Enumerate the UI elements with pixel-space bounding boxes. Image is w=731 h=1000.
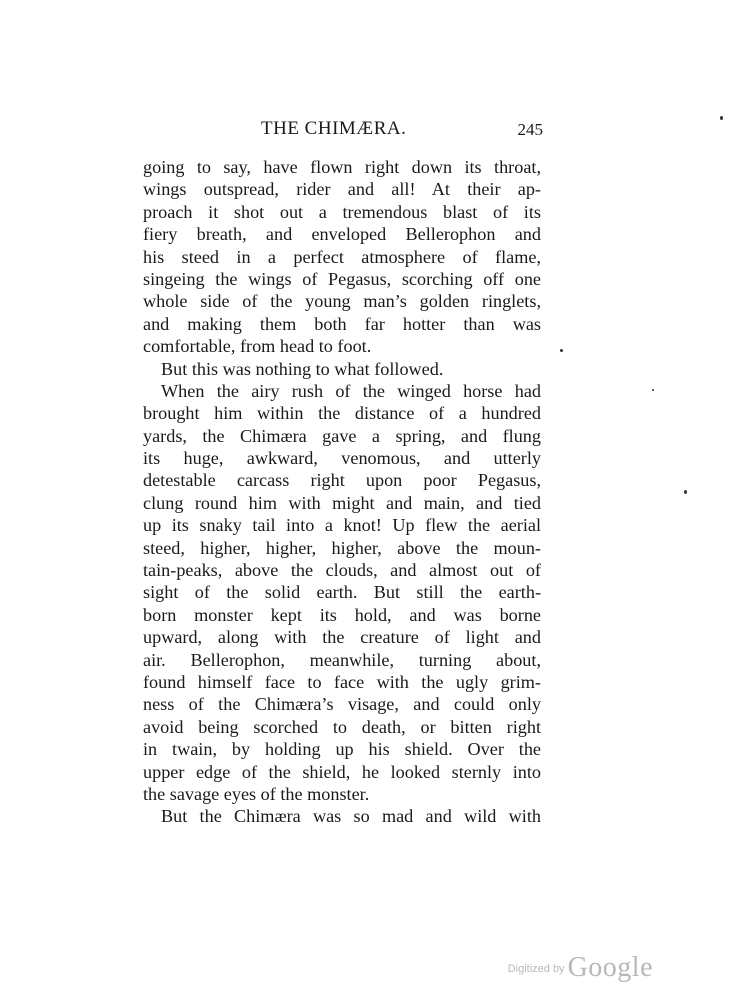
- text-line: the savage eyes of the monster.: [143, 783, 370, 804]
- text-line: proach it shot out a tremendous blast of its: [143, 201, 541, 222]
- text-line: sight of the solid earth. But still the earth-: [143, 582, 541, 603]
- page-number: 245: [517, 120, 543, 139]
- text-line: steed, higher, higher, higher, above the moun-: [143, 537, 541, 558]
- text-line: its huge, awkward, venomous, and utterly: [143, 448, 541, 469]
- text-line: up its snaky tail into a knot! Up flew the aerial: [143, 515, 541, 536]
- scan-speck: [560, 349, 563, 352]
- scan-speck: [652, 389, 654, 391]
- body-text: [143, 156, 541, 828]
- paragraph-start-line: But the Chimæra was so mad and wild with: [161, 806, 541, 827]
- text-line: found himself face to face with the ugly grim-: [143, 671, 541, 692]
- running-title: THE CHIMÆRA.: [261, 118, 407, 139]
- text-line: detestable carcass right upon poor Pegasus,: [143, 470, 541, 491]
- text-line: avoid being scorched to death, or bitten right: [143, 716, 541, 737]
- text-line: ness of the Chimæra’s visage, and could only: [143, 694, 541, 715]
- text-line: brought him within the distance of a hundred: [143, 403, 541, 424]
- text-line: fiery breath, and enveloped Bellerophon and: [143, 224, 541, 245]
- text-line: and making them both far hotter than was: [143, 313, 541, 334]
- text-line: in twain, by holding up his shield. Over the: [143, 739, 541, 760]
- watermark-prefix: Digitized by: [507, 963, 565, 975]
- text-line: wings outspread, rider and all! At their ap-: [143, 179, 541, 200]
- running-head: [143, 118, 543, 144]
- text-line: clung round him with might and main, and tied: [143, 492, 541, 513]
- text-line: yards, the Chimæra gave a spring, and flung: [143, 425, 541, 446]
- text-line: singeing the wings of Pegasus, scorching off one: [143, 268, 541, 289]
- text-line: whole side of the young man’s golden ringlets,: [143, 291, 541, 312]
- text-line: born monster kept its hold, and was borne: [143, 604, 541, 625]
- paragraph-start-line: But this was nothing to what followed.: [161, 358, 444, 379]
- scan-speck: [684, 490, 687, 494]
- text-line: air. Bellerophon, meanwhile, turning about,: [143, 649, 541, 670]
- scan-speck: [720, 116, 723, 120]
- text-line: comfortable, from head to foot.: [143, 336, 372, 357]
- text-line: upper edge of the shield, he looked sternly into: [143, 761, 541, 782]
- text-line: tain-peaks, above the clouds, and almost out of: [143, 560, 541, 581]
- digitized-by-google-watermark: [508, 952, 653, 988]
- paragraph-start-line: When the airy rush of the winged horse had: [161, 380, 541, 401]
- text-line: his steed in a perfect atmosphere of flame,: [143, 246, 541, 267]
- text-line: going to say, have flown right down its throat,: [143, 157, 541, 177]
- text-line: upward, along with the creature of light and: [143, 627, 541, 648]
- google-logo: Google: [567, 952, 653, 983]
